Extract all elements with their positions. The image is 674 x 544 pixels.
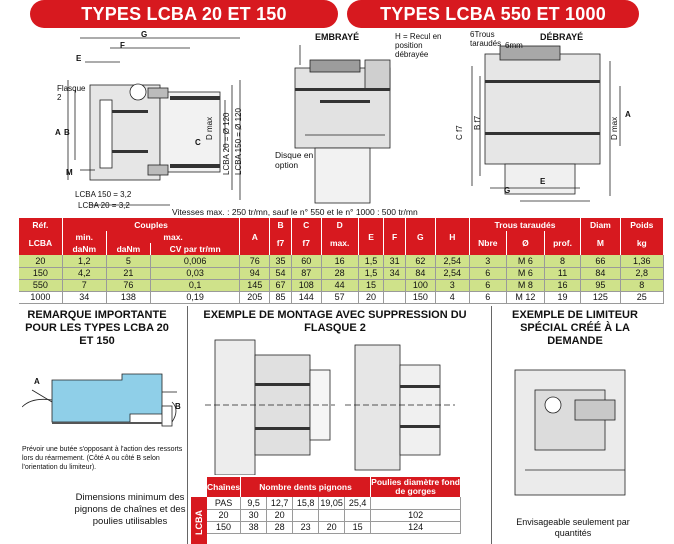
pignons-cell: 20 bbox=[267, 509, 293, 521]
label-g-right: G bbox=[504, 186, 511, 195]
label-h-lcba20: LCBA 20 = 3,2 bbox=[78, 201, 130, 210]
th-poulies: Poulies diamètre fond de gorges bbox=[371, 477, 460, 496]
spec-cell: 205 bbox=[240, 291, 270, 303]
banner-types-lcba-550-1000: TYPES LCBA 550 ET 1000 bbox=[347, 0, 639, 28]
spec-cell: 0,006 bbox=[150, 255, 239, 267]
th-m: M bbox=[581, 231, 620, 255]
spec-cell: 0,1 bbox=[150, 279, 239, 291]
spec-cell: M 12 bbox=[506, 291, 544, 303]
th-kg: kg bbox=[620, 231, 663, 255]
th-a: A bbox=[240, 218, 270, 255]
spec-cell bbox=[384, 279, 406, 291]
spec-cell: 2,54 bbox=[435, 267, 469, 279]
spec-cell: 0,19 bbox=[150, 291, 239, 303]
spec-cell: 3 bbox=[469, 255, 506, 267]
spec-cell: 87 bbox=[291, 267, 321, 279]
banner-types-lcba-20-150: TYPES LCBA 20 ET 150 bbox=[30, 0, 338, 28]
spec-cell: 5 bbox=[106, 255, 150, 267]
th-couples: Couples bbox=[62, 218, 240, 231]
spec-cell: 4,2 bbox=[62, 267, 106, 279]
limiteur-caption: Envisageable seulement par quantités bbox=[516, 517, 630, 538]
pignons-cell: 30 bbox=[241, 509, 267, 521]
spec-cell: 94 bbox=[240, 267, 270, 279]
remark-drawing bbox=[22, 362, 187, 444]
th-min: min. bbox=[62, 231, 106, 243]
spec-cell: 44 bbox=[321, 279, 358, 291]
spec-cell: 16 bbox=[544, 279, 580, 291]
divider-right bbox=[491, 306, 492, 544]
spec-cell: 28 bbox=[321, 267, 358, 279]
th-prof: prof. bbox=[544, 231, 580, 255]
pignons-row bbox=[207, 521, 461, 533]
spec-cell: 60 bbox=[291, 255, 321, 267]
pignons-cell: 20 bbox=[319, 521, 345, 533]
th-b: B bbox=[270, 218, 292, 231]
spec-cell: 76 bbox=[240, 255, 270, 267]
th-poids: Poids bbox=[620, 218, 663, 231]
pignons-cell: 15 bbox=[345, 521, 371, 533]
spec-cell: M 6 bbox=[506, 255, 544, 267]
pignons-row bbox=[207, 497, 461, 509]
th-cv: CV par tr/mn bbox=[150, 243, 239, 255]
spec-cell: 85 bbox=[270, 291, 292, 303]
label-m: M bbox=[66, 168, 73, 177]
th-chaines: Chaînes bbox=[207, 477, 241, 497]
spec-cell: 1,5 bbox=[358, 267, 384, 279]
spec-cell: 100 bbox=[405, 279, 435, 291]
spec-cell: 8 bbox=[544, 255, 580, 267]
spec-cell: 21 bbox=[106, 267, 150, 279]
spec-cell: 1000 bbox=[19, 291, 62, 303]
th-ref: Réf. bbox=[19, 218, 62, 231]
spec-cell: 95 bbox=[581, 279, 620, 291]
spec-cell: 550 bbox=[19, 279, 62, 291]
spec-cell bbox=[384, 291, 406, 303]
spec-cell: 4 bbox=[435, 291, 469, 303]
th-e: E bbox=[358, 218, 384, 255]
label-d-max-right: D max bbox=[610, 116, 619, 140]
pignons-cell: 25,4 bbox=[345, 497, 371, 509]
spec-cell: 1,2 bbox=[62, 255, 106, 267]
th-d: D bbox=[321, 218, 358, 231]
spec-cell: 54 bbox=[270, 267, 292, 279]
label-a-right: A bbox=[625, 110, 631, 119]
pignons-cell: 23 bbox=[293, 521, 319, 533]
label-flasque2: Flasque 2 bbox=[57, 84, 86, 102]
th-trous: Trous taraudés bbox=[469, 218, 580, 231]
spec-cell: M 6 bbox=[506, 267, 544, 279]
th-danm-min: daNm bbox=[62, 243, 106, 255]
th-c-f7: f7 bbox=[291, 231, 321, 255]
pignons-cell: 20 bbox=[207, 509, 241, 521]
spec-cell: 25 bbox=[620, 291, 663, 303]
label-c-f7: C f7 bbox=[455, 125, 464, 140]
pignons-cell: 12,7 bbox=[267, 497, 293, 509]
limiteur-drawing bbox=[505, 360, 650, 515]
pignons-side-label-text: LCBA bbox=[194, 510, 204, 535]
th-h: H bbox=[435, 218, 469, 255]
spec-cell: 8 bbox=[620, 279, 663, 291]
th-g: G bbox=[405, 218, 435, 255]
spec-cell: 11 bbox=[544, 267, 580, 279]
spec-cell: 57 bbox=[321, 291, 358, 303]
pignons-cell: 19,05 bbox=[320, 497, 343, 508]
spec-cell: 3 bbox=[435, 279, 469, 291]
pignons-cell bbox=[319, 509, 345, 521]
spec-cell: 76 bbox=[106, 279, 150, 291]
label-embraye: EMBRAYÉ bbox=[315, 32, 360, 42]
th-diam-thread: Ø bbox=[506, 231, 544, 255]
spec-cell: 7 bbox=[62, 279, 106, 291]
label-6-trous: 6Trous taraudés bbox=[470, 30, 502, 48]
th-b-f7: f7 bbox=[270, 231, 292, 255]
spec-row bbox=[19, 291, 664, 303]
spec-cell: 6 bbox=[469, 291, 506, 303]
label-f: F bbox=[120, 41, 125, 50]
spec-cell: 84 bbox=[405, 267, 435, 279]
pignons-cell: 9,5 bbox=[241, 497, 267, 509]
spec-cell: 35 bbox=[270, 255, 292, 267]
pignons-cell: 150 bbox=[207, 521, 241, 533]
spec-cell: 138 bbox=[106, 291, 150, 303]
th-nombre-dents: Nombre dents pignons bbox=[241, 477, 371, 497]
label-lcba150-diam: LCBA 150 = Ø 120 bbox=[234, 108, 243, 175]
spec-cell: 66 bbox=[581, 255, 620, 267]
spec-cell: 16 bbox=[321, 255, 358, 267]
spec-cell: 150 bbox=[19, 267, 62, 279]
spec-cell: 20 bbox=[358, 291, 384, 303]
label-h-recul: H = Recul en position débrayée bbox=[395, 32, 442, 59]
spec-cell: 108 bbox=[291, 279, 321, 291]
spec-cell: 1,5 bbox=[358, 255, 384, 267]
spec-row bbox=[19, 279, 664, 291]
spec-cell: 6 bbox=[469, 267, 506, 279]
spec-cell: 1,36 bbox=[620, 255, 663, 267]
spec-table bbox=[19, 218, 664, 304]
dims-caption: Dimensions minimum des pignons de chaînes et des poulies utilisables bbox=[74, 492, 186, 527]
speeds-note: Vitesses max. : 250 tr/mn, sauf le n° 550 et le n° 1000 : 500 tr/mn bbox=[172, 207, 418, 217]
pignons-cell: 102 bbox=[371, 509, 461, 521]
spec-cell: 2,54 bbox=[435, 255, 469, 267]
label-g: G bbox=[141, 30, 148, 39]
limiteur-title: EXEMPLE DE LIMITEUR SPÉCIAL CRÉÉ À LA DEMANDE bbox=[512, 309, 638, 347]
spec-cell: 67 bbox=[270, 279, 292, 291]
spec-cell: 2,8 bbox=[620, 267, 663, 279]
label-lcba20-diam: LCBA 20 = Ø 120 bbox=[222, 112, 231, 175]
spec-cell: 150 bbox=[405, 291, 435, 303]
th-d-max: max. bbox=[321, 231, 358, 255]
label-disque: Disque en option bbox=[275, 150, 314, 170]
th-max: max. bbox=[106, 231, 240, 243]
label-a: A bbox=[55, 128, 61, 137]
label-h-lcba150: LCBA 150 = 3,2 bbox=[75, 190, 132, 199]
pignons-cell bbox=[371, 497, 461, 509]
label-b-f7: B f7 bbox=[473, 115, 482, 130]
drawing-embraye bbox=[275, 40, 405, 205]
exemple-drawing bbox=[195, 335, 480, 475]
spec-cell: 31 bbox=[384, 255, 406, 267]
pignons-table bbox=[207, 477, 461, 534]
pignons-cell bbox=[293, 509, 319, 521]
label-d-max: D max bbox=[205, 116, 214, 140]
pignons-side-label bbox=[191, 497, 207, 544]
label-b: B bbox=[64, 128, 70, 137]
spec-cell: 15 bbox=[358, 279, 384, 291]
th-danm-max: daNm bbox=[106, 243, 150, 255]
remark-label-b: B bbox=[175, 402, 181, 411]
spec-cell: 144 bbox=[291, 291, 321, 303]
th-lcba: LCBA bbox=[19, 231, 62, 255]
label-6mm: 6mm bbox=[505, 41, 523, 50]
pignons-row bbox=[207, 509, 461, 521]
th-c: C bbox=[291, 218, 321, 231]
pignons-cell: 28 bbox=[267, 521, 293, 533]
spec-row bbox=[19, 267, 664, 279]
spec-cell: 84 bbox=[581, 267, 620, 279]
spec-row bbox=[19, 255, 664, 267]
remark-label-a: A bbox=[34, 377, 40, 386]
pignons-cell: PAS bbox=[207, 497, 241, 509]
pignons-cell bbox=[345, 509, 371, 521]
spec-cell: 20 bbox=[19, 255, 62, 267]
label-c: C bbox=[195, 138, 201, 147]
spec-cell: 145 bbox=[240, 279, 270, 291]
spec-cell: M 8 bbox=[506, 279, 544, 291]
label-debraye: DÉBRAYÉ bbox=[540, 32, 584, 42]
spec-cell: 34 bbox=[62, 291, 106, 303]
exemple-title: EXEMPLE DE MONTAGE AVEC SUPPRESSION DU FLASQUE 2 bbox=[203, 309, 467, 334]
spec-cell: 34 bbox=[384, 267, 406, 279]
remark-caption: Prévoir une butée s'opposant à l'action des ressorts lors du réarmement. (Côté A ou côté B selon l'orientation du limiteur). bbox=[22, 446, 183, 471]
label-e: E bbox=[76, 54, 82, 63]
th-nbre: Nbre bbox=[469, 231, 506, 255]
spec-cell: 19 bbox=[544, 291, 580, 303]
pignons-cell: 38 bbox=[241, 521, 267, 533]
pignons-cell: 15,8 bbox=[293, 497, 319, 509]
spec-cell: 0,03 bbox=[150, 267, 239, 279]
remark-title: REMARQUE IMPORTANTE POUR LES TYPES LCBA 20 ET 150 bbox=[25, 309, 169, 347]
th-diam: Diam bbox=[581, 218, 620, 231]
pignons-cell: 124 bbox=[371, 521, 461, 533]
spec-cell: 125 bbox=[581, 291, 620, 303]
label-e-right: E bbox=[540, 177, 546, 186]
th-f: F bbox=[384, 218, 406, 255]
spec-cell: 62 bbox=[405, 255, 435, 267]
spec-cell: 6 bbox=[469, 279, 506, 291]
